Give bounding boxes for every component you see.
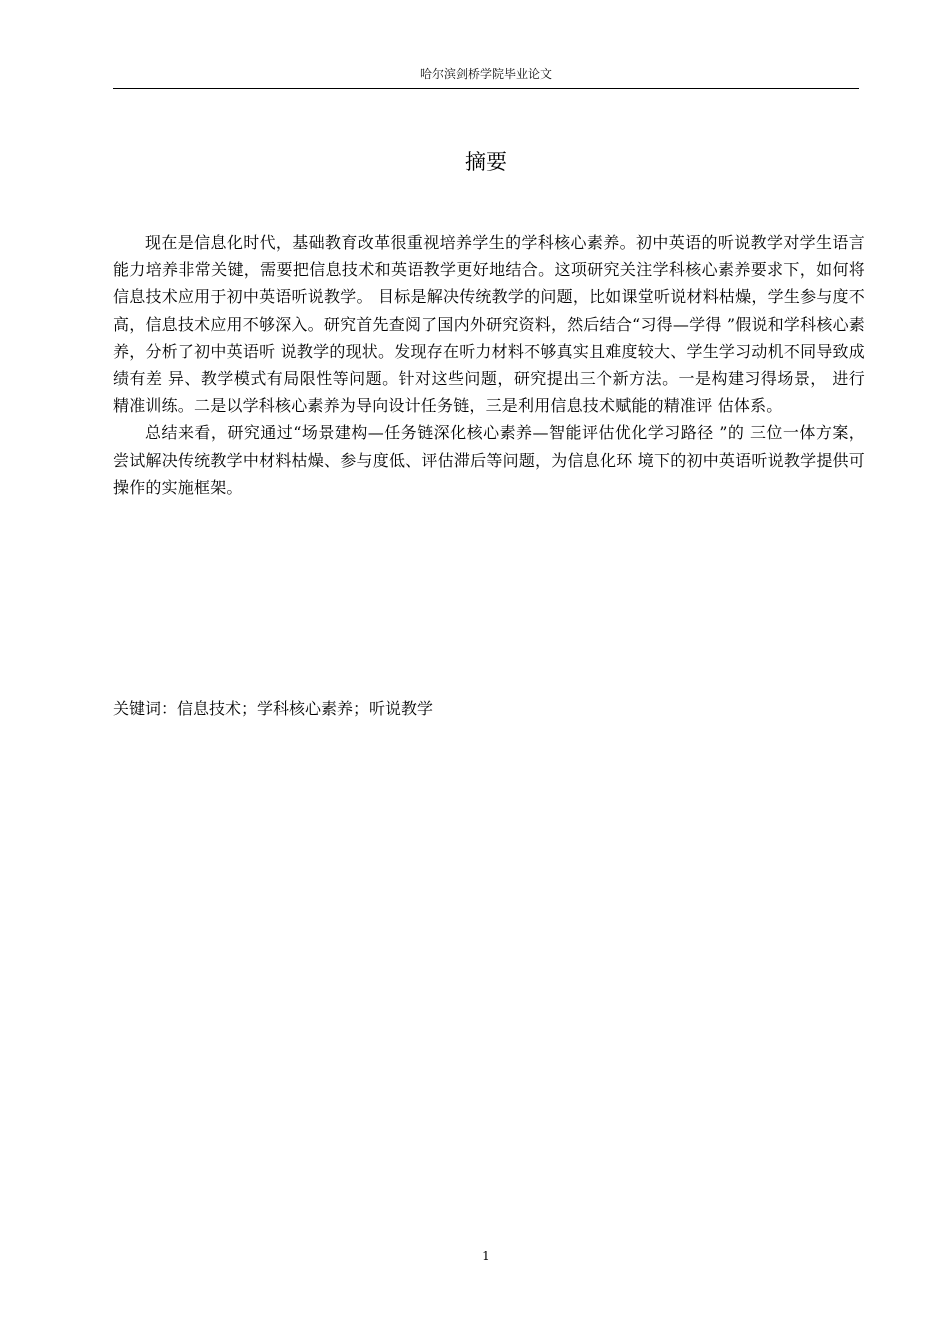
running-header: 哈尔滨剑桥学院毕业论文 [419, 67, 552, 81]
abstract-title: 摘要 [465, 150, 507, 174]
abstract-paragraph-2: 总结来看，研究通过“场景建构—任务链深化核心素养—智能评估优化学习路径 ”的 三位一体方案，尝试解决传统教学中材料枯燥、参与度低、评估滞后等问题，为信息化环 境下的初中英语听说教学提供可操作的实施框架。 [113, 423, 865, 497]
header-rule [113, 88, 859, 89]
keywords-line [113, 695, 859, 722]
keywords-label: 关键词： [113, 699, 178, 718]
page-number: 1 [482, 1249, 490, 1263]
abstract-paragraph-1: 现在是信息化时代，基础教育改革很重视培养学生的学科核心素养。初中英语的听说教学对学生语言能力培养非常关键，需要把信息技术和英语教学更好地结合。这项研究关注学科核心素养要求下，如何将信息技术应用于初中英语听说教学。 目标是解决传统教学的问题，比如课堂听说材料枯燥，学生参与度不高，信息技术应用不够深入。研究首先查阅了国内外研究资料，然后结合“习得—学得 ”假说和学科核心素养，分析了初中英语听 说教学的现状。发现存在听力材料不够真实且难度较大、学生学习动机不同导致成绩有差 异、教学模式有局限性等问题。针对这些问题，研究提出三个新方法。一是构建习得场景， 进行精准训练。二是以学科核心素养为导向设计任务链，三是利用信息技术赋能的精准评 估体系。 [113, 233, 865, 416]
keywords-value: 信息技术；学科核心素养；听说教学 [177, 699, 434, 718]
abstract-body [113, 229, 865, 501]
